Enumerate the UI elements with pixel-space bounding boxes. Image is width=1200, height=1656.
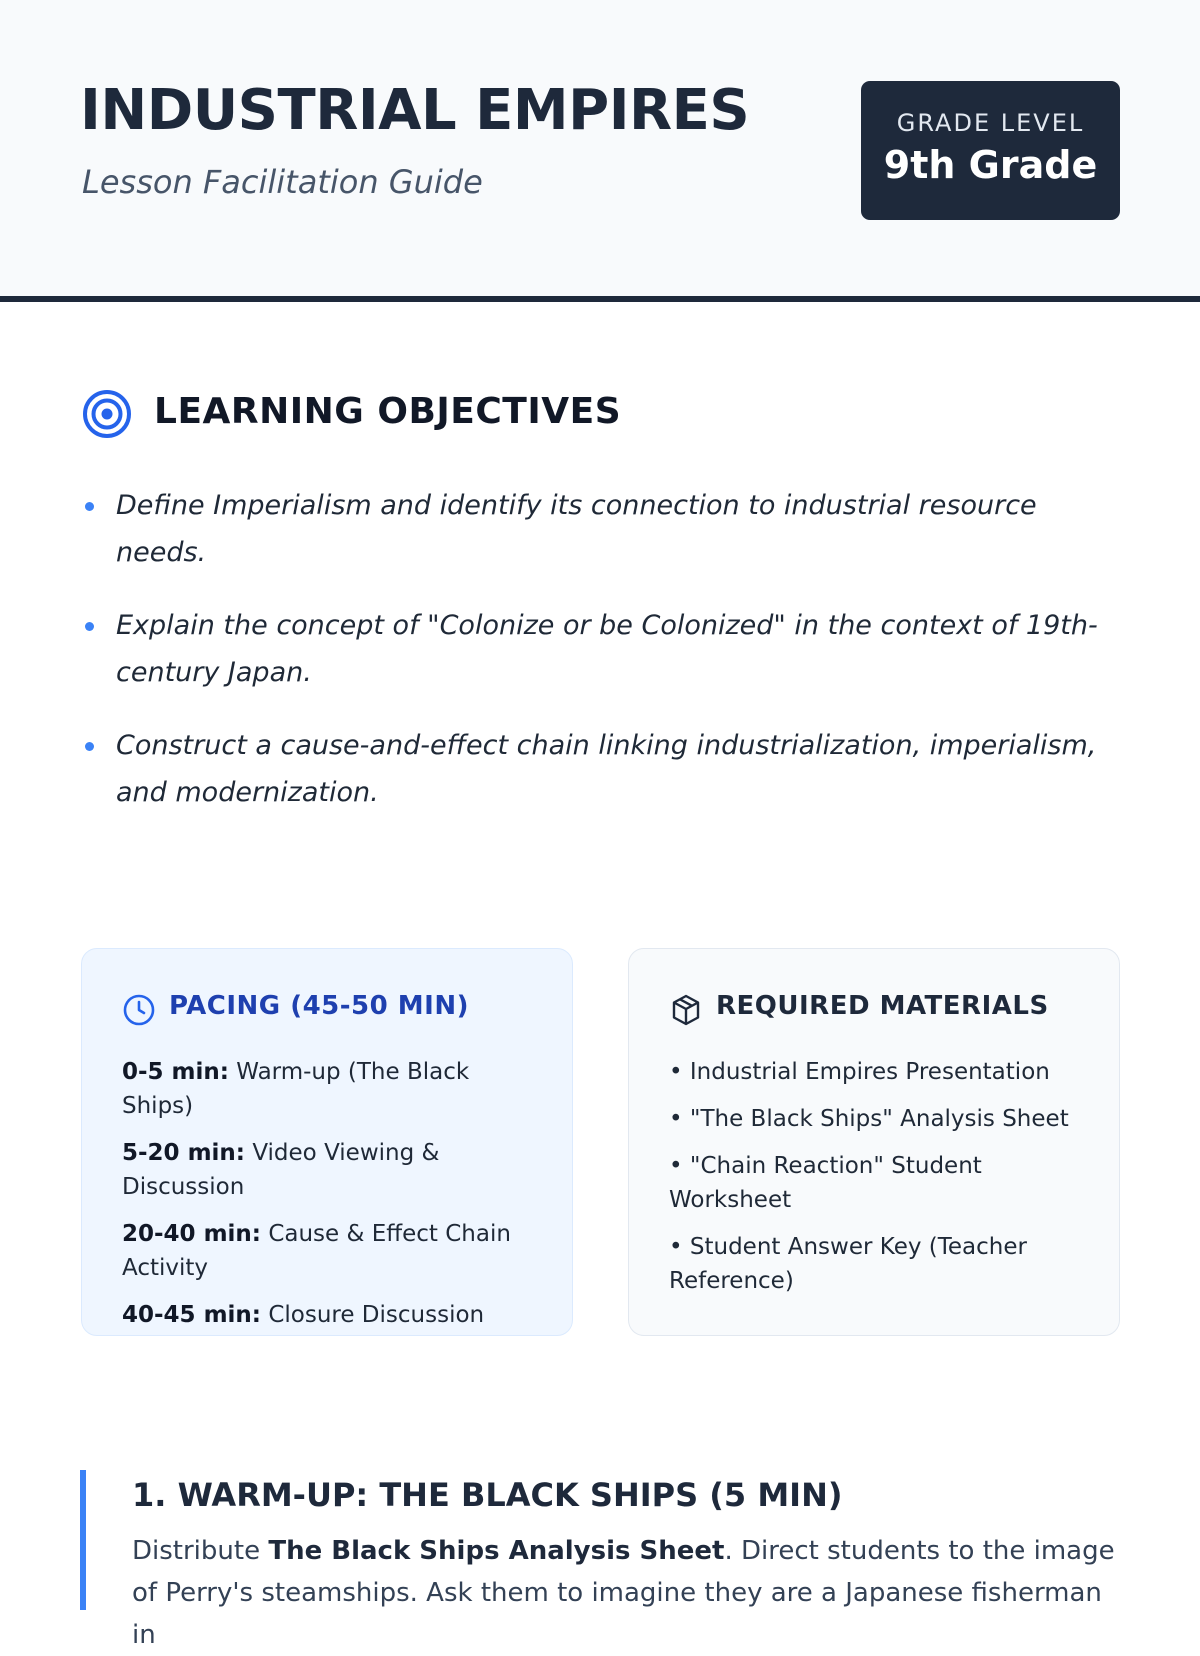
page-header (0, 0, 1200, 302)
grade-level-value: 9th Grade (883, 143, 1098, 187)
warmup-text-after: . Direct students to the image of Perry's steamships. Ask them to imagine they are a Japanese fisherman in (132, 1536, 1115, 1650)
pacing-activity: Cause & Effect Chain Activity (122, 1221, 511, 1281)
material-bullet: • (669, 1153, 683, 1179)
pacing-heading: PACING (45-50 MIN) (169, 991, 469, 1021)
materials-heading: REQUIRED MATERIALS (716, 991, 1049, 1021)
warmup-material-name: The Black Ships Analysis Sheet (268, 1536, 725, 1566)
warmup-paragraph (132, 1530, 1122, 1656)
material-text: Industrial Empires Presentation (689, 1059, 1050, 1085)
bullet-icon (85, 622, 94, 631)
material-bullet: • (669, 1234, 683, 1260)
pacing-item (122, 1298, 542, 1332)
material-item (669, 1230, 1089, 1298)
bullet-icon (85, 742, 94, 751)
material-text: "Chain Reaction" Student Worksheet (669, 1153, 982, 1213)
material-bullet: • (669, 1106, 683, 1132)
pacing-item (122, 1217, 542, 1285)
box-icon (669, 993, 703, 1027)
warmup-heading: 1. WARM-UP: THE BLACK SHIPS (5 MIN) (132, 1476, 843, 1514)
pacing-time: 20-40 min: (122, 1221, 261, 1247)
objective-text: Construct a cause-and-effect chain linking industrialization, imperialism, and modernization. (116, 730, 1097, 808)
pacing-time: 0-5 min: (122, 1059, 229, 1085)
material-text: Student Answer Key (Teacher Reference) (669, 1234, 1027, 1294)
material-bullet: • (669, 1059, 683, 1085)
pacing-activity: Warm-up (The Black Ships) (122, 1059, 470, 1119)
objective-item (82, 722, 1122, 816)
pacing-item (122, 1055, 542, 1123)
grade-level-label: GRADE LEVEL (896, 109, 1085, 137)
objectives-list (82, 482, 1122, 842)
grade-level-badge (861, 81, 1120, 220)
material-item (669, 1102, 1089, 1136)
objectives-heading: LEARNING OBJECTIVES (154, 391, 622, 432)
pacing-time: 5-20 min: (122, 1140, 245, 1166)
pacing-item (122, 1136, 542, 1204)
objective-item (82, 602, 1122, 696)
warmup-text-before: Distribute (132, 1536, 269, 1566)
bullet-icon (85, 502, 94, 511)
pacing-activity: Video Viewing & Discussion (122, 1140, 440, 1200)
pacing-activity: Closure Discussion (268, 1302, 485, 1328)
objective-text: Define Imperialism and identify its connection to industrial resource needs. (116, 490, 1037, 568)
clock-icon (122, 993, 156, 1027)
warmup-section (80, 1470, 1120, 1650)
page-subtitle: Lesson Facilitation Guide (82, 163, 483, 201)
objective-item (82, 482, 1122, 576)
page-title: INDUSTRIAL EMPIRES (80, 78, 750, 143)
pacing-list (122, 1055, 542, 1345)
material-item (669, 1055, 1089, 1089)
materials-card (628, 948, 1120, 1336)
pacing-time: 40-45 min: (122, 1302, 261, 1328)
pacing-card (81, 948, 573, 1336)
materials-list (669, 1055, 1089, 1311)
objective-text: Explain the concept of "Colonize or be Colonized" in the context of 19th-century Japan. (116, 610, 1098, 688)
material-item (669, 1149, 1089, 1217)
target-icon (82, 389, 132, 439)
material-text: "The Black Ships" Analysis Sheet (689, 1106, 1069, 1132)
